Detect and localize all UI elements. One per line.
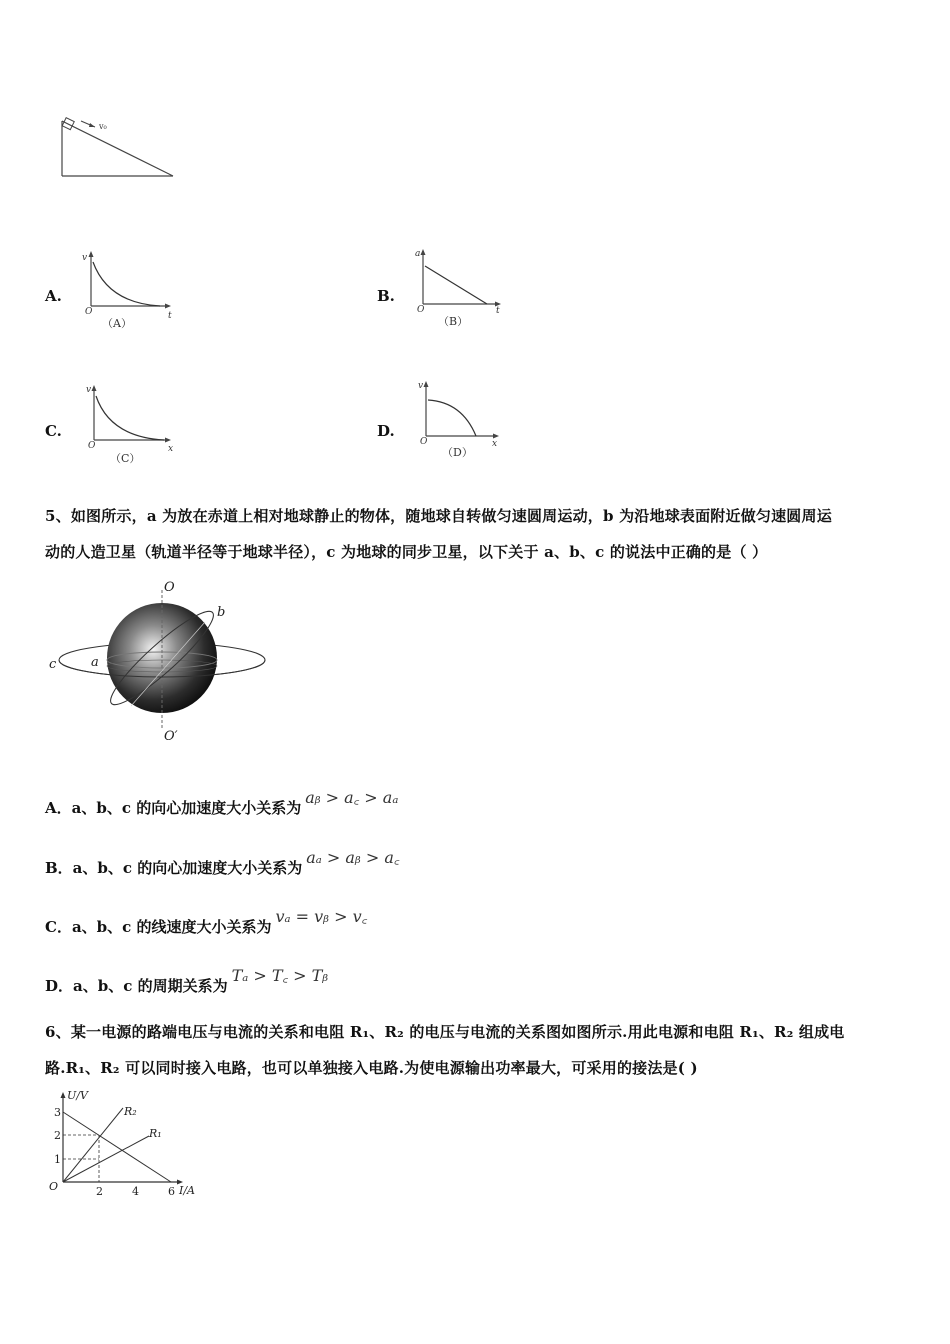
x-axis-label: x	[492, 439, 498, 449]
graph-caption: （A）	[102, 317, 132, 330]
y-axis-label: v	[86, 385, 92, 395]
option-c-letter: C.	[45, 422, 62, 440]
graph-caption: （C）	[110, 452, 141, 465]
option-math: Tₐ > T꜀ > Tᵦ	[231, 966, 329, 985]
origin-label: O	[49, 1180, 59, 1193]
x-axis-label: x	[168, 444, 174, 454]
r1-label: R₁	[149, 1127, 162, 1140]
x-axis-label: t	[168, 311, 172, 321]
y-axis-label: v	[418, 381, 424, 391]
y-tick-3: 3	[54, 1106, 61, 1119]
graph-caption: （D）	[442, 446, 473, 459]
x-tick-2: 2	[96, 1185, 103, 1198]
ui-graph	[45, 1088, 205, 1200]
y-axis-label: v	[82, 253, 88, 263]
origin-label: O	[420, 437, 428, 447]
q5-option-c[interactable]	[45, 907, 368, 937]
earth-orbit-figure	[45, 576, 275, 744]
option-d-letter: D.	[377, 422, 395, 440]
graph-option-c	[84, 382, 184, 466]
option-b-letter: B.	[377, 287, 395, 305]
option-text: A．a、b、c 的向心加速度大小关系为	[45, 799, 302, 817]
option-math: aₐ > aᵦ > a꜀	[306, 848, 400, 867]
x-tick-6: 6	[168, 1185, 175, 1198]
graph-caption: （B）	[438, 315, 469, 328]
graph-option-b	[410, 246, 510, 328]
graph-option-a	[78, 248, 178, 330]
y-tick-1: 1	[54, 1153, 61, 1166]
y-axis-label: U/V	[67, 1089, 88, 1102]
v0-label: v₀	[99, 122, 107, 131]
incline-figure	[55, 115, 180, 181]
x-tick-4: 4	[132, 1185, 139, 1198]
option-a-letter: A.	[45, 287, 62, 305]
y-tick-2: 2	[54, 1129, 61, 1142]
origin-label: O	[85, 307, 93, 317]
option-text: C．a、b、c 的线速度大小关系为	[45, 918, 272, 936]
option-text: B．a、b、c 的向心加速度大小关系为	[45, 859, 303, 877]
graph-option-d	[414, 376, 514, 462]
q5-option-a[interactable]	[45, 788, 399, 818]
q5-line1: 5、如图所示，a 为放在赤道上相对地球静止的物体，随地球自转做匀速圆周运动，b 为沿地球表面附近做匀速圆周运	[45, 507, 832, 525]
q5-option-d[interactable]	[45, 966, 329, 996]
option-math: aᵦ > a꜀ > aₐ	[305, 788, 399, 807]
q5-line2: 动的人造卫星（轨道半径等于地球半径），c 为地球的同步卫星，以下关于 a、b、c 的说法中正确的是（ ）	[45, 543, 768, 561]
label-a: a	[91, 655, 99, 670]
option-text: D．a、b、c 的周期关系为	[45, 977, 228, 995]
r2-label: R₂	[124, 1105, 137, 1118]
y-axis-label: a	[415, 249, 421, 259]
q5-option-b[interactable]	[45, 848, 400, 878]
axis-top-label: O	[164, 580, 175, 595]
x-axis-label: t	[496, 306, 500, 316]
origin-label: O	[88, 441, 96, 451]
option-math: vₐ = vᵦ > v꜀	[275, 907, 368, 926]
label-c: c	[49, 657, 57, 672]
q6-line2: 路.R₁、R₂ 可以同时接入电路，也可以单独接入电路.为使电源输出功率最大，可采用的接法是( )	[45, 1059, 698, 1077]
q6-line1: 6、某一电源的路端电压与电流的关系和电阻 R₁、R₂ 的电压与电流的关系图如图所示.用此电源和电阻 R₁、R₂ 组成电	[45, 1023, 845, 1041]
x-axis-label: I/A	[179, 1184, 195, 1197]
origin-label: O	[417, 305, 425, 315]
axis-bottom-label: O′	[164, 729, 178, 744]
label-b: b	[217, 605, 226, 620]
